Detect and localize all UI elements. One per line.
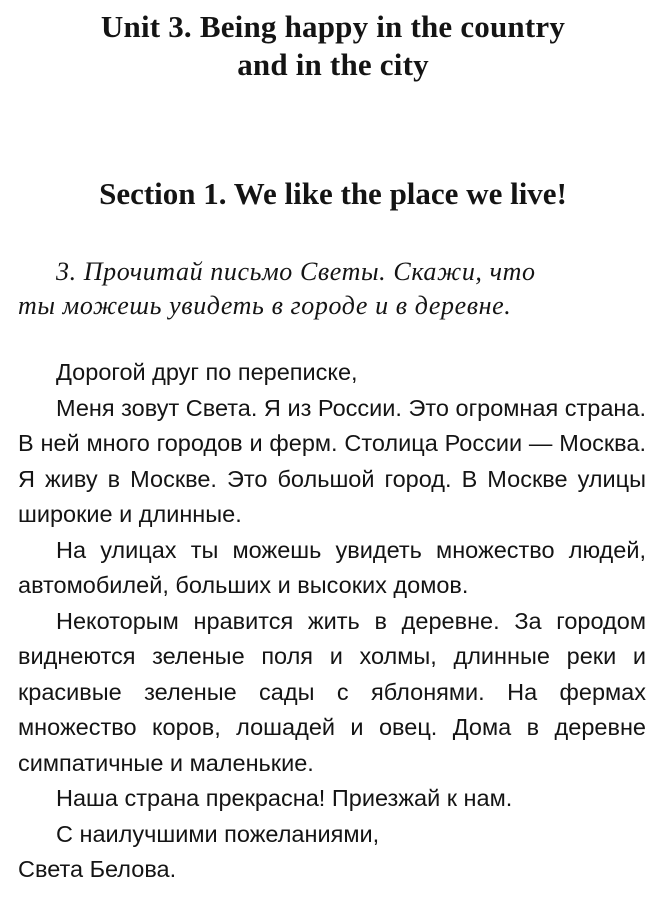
task-instruction	[18, 255, 648, 323]
letter-signature: Света Белова.	[18, 856, 177, 882]
letter-paragraph-1: Меня зовут Света. Я из России. Это огромная страна. В ней много городов и ферм. Столица России — Москва. Я живу в Москве. Это большой город. В Москве улицы широкие и длинные.	[18, 394, 646, 527]
letter-paragraph-2: На улицах ты можешь увидеть множество людей, автомобилей, больших и высоких домов.	[18, 536, 646, 598]
unit-title-line-1: Unit 3. Being happy in the country	[100, 9, 566, 44]
section-title: Section 1. We like the place we live!	[99, 176, 567, 211]
letter-body	[18, 355, 646, 888]
task-instruction-line-2: ты можешь увидеть в городе и в деревне.	[18, 291, 512, 320]
letter-closing: С наилучшими пожеланиями,	[56, 820, 380, 847]
letter-greeting: Дорогой друг по переписке,	[56, 359, 358, 385]
unit-title	[0, 8, 666, 84]
letter-paragraph-3: Некоторым нравится жить в деревне. За городом виднеются зеленые поля и холмы, длинные реки и красивые зеленые сады с яблонями. На фермах множество коров, лошадей и овец. Дома в деревне симпатичные и маленькие.	[18, 607, 646, 776]
letter-paragraph-4: Наша страна прекрасна! Приезжай к нам.	[56, 785, 513, 811]
task-instruction-line-1: 3. Прочитай письмо Светы. Скажи, что	[56, 257, 536, 286]
unit-title-line-2: and in the city	[237, 47, 429, 82]
